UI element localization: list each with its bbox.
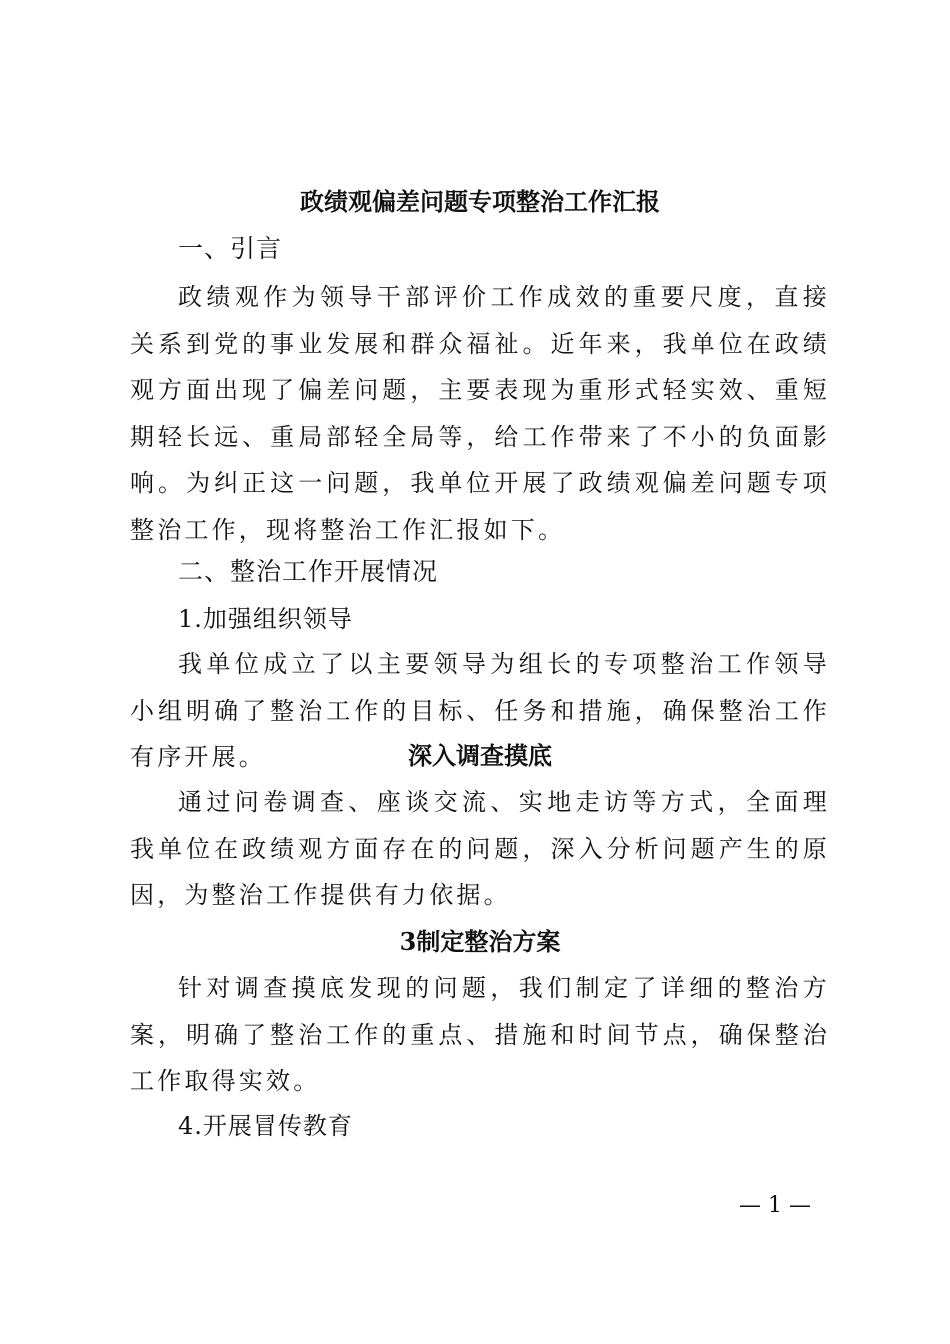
item1-heading: 1.加强组织领导: [178, 605, 353, 633]
document-title: 政绩观偏差问题专项整治工作汇报: [300, 187, 660, 216]
section2-heading: 二、整治工作开展情况: [178, 557, 439, 586]
item2-heading: 深入调查摸底: [408, 741, 552, 770]
page-number: — 1 —: [739, 1193, 811, 1218]
item4-heading: 4.开展冒传教育: [178, 1112, 353, 1140]
item2-paragraph: 通过问卷调查、座谈交流、实地走访等方式，全面理我单位在政绩观方面存在的问题，深入分析问题产生的原因，为整治工作提供有力依据。: [130, 788, 830, 909]
item3-paragraph: 针对调查摸底发现的问题，我们制定了详细的整治方案，明确了整治工作的重点、措施和时间节点，确保整治工作取得实效。: [130, 974, 830, 1095]
item3-heading: 3制定整治方案: [399, 927, 561, 956]
section1-paragraph: 政绩观作为领导干部评价工作成效的重要尺度，直接关系到党的事业发展和群众福祉。近年来，我单位在政绩观方面出现了偏差问题，主要表现为重形式轻实效、重短期轻长远、重局部轻全局等，给工作带来了不小的负面影响。为纠正这一问题，我单位开展了政绩观偏差问题专项整治工作，现将整治工作汇报如下。: [130, 283, 830, 544]
item1-paragraph: 我单位成立了以主要领导为组长的专项整治工作领导小组明确了整治工作的目标、任务和措施，确保整治工作有序开展。: [130, 650, 830, 771]
section1-heading: 一、引言: [178, 234, 283, 263]
